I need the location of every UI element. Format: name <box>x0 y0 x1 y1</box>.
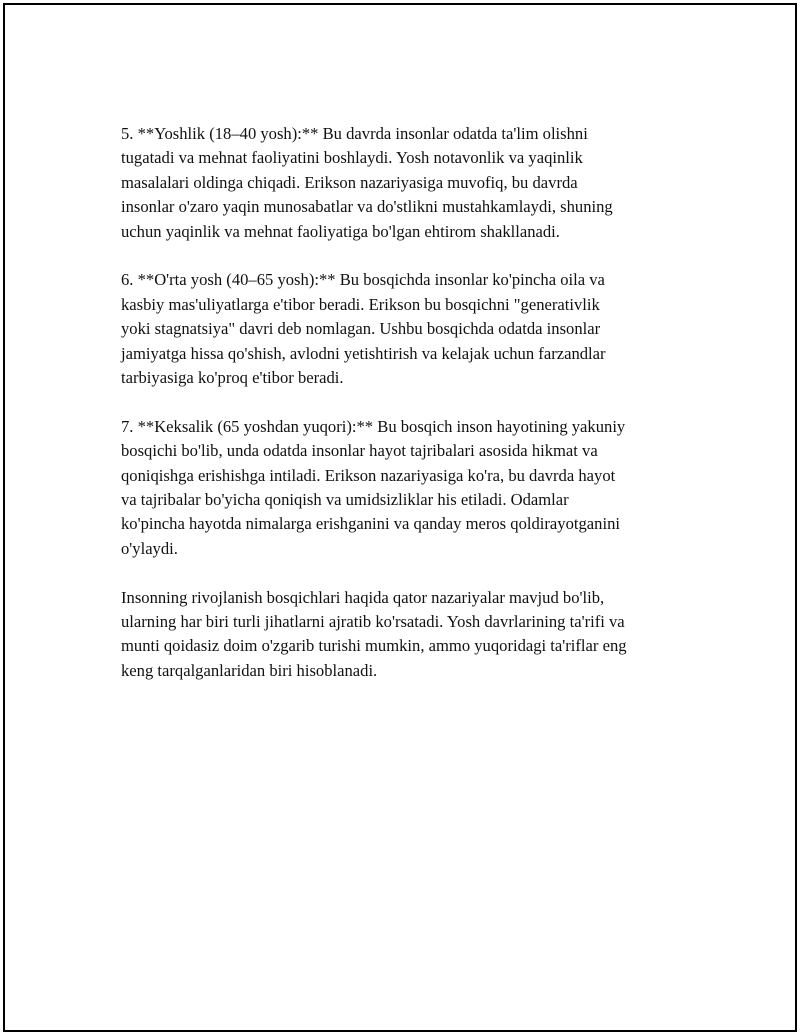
paragraph-old-age: 7. **Keksalik (65 yoshdan yuqori):** Bu bosqich inson hayotining yakuniy bosqichi bo'lib, unda odatda insonlar hayot tajribalari asosida hikmat va qoniqishga erishishga intiladi. Erikson nazariyasiga ko'ra, bu davrda hayot va tajribalar bo'yicha qoniqish va umidsizliklar his etiladi. Odamlar ko'pincha hayotda nimalarga erishganini va qanday meros qoldirayotganini o'ylaydi. <box>121 416 626 558</box>
paragraph-conclusion: Insonning rivojlanish bosqichlari haqida qator nazariyalar mavjud bo'lib, ularning har biri turli jihatlarni ajratib ko'rsatadi. Yosh davrlarining ta'rifi va munti qoidasiz doim o'zgarib turishi mumkin, ammo yuqoridagi ta'riflar eng keng tarqalganlaridan biri hisoblanadi. <box>121 587 627 680</box>
document-page <box>3 3 797 1032</box>
paragraph-youth: 5. **Yoshlik (18–40 yosh):** Bu davrda insonlar odatda ta'lim olishni tugatadi va mehnat faoliyatini boshlaydi. Yosh notavonlik va yaqinlik masalalari oldinga chiqadi. Erikson nazariyasiga muvofiq, bu davrda insonlar o'zaro yaqin munosabatlar va do'stlikni mustahkamlaydi, shuning uchun yaqinlik va mehnat faoliyatiga bo'lgan ehtirom shakllanadi. <box>121 124 613 241</box>
paragraph-middle-age: 6. **O'rta yosh (40–65 yosh):** Bu bosqichda insonlar ko'pincha oila va kasbiy mas'uliyatlarga e'tibor beradi. Erikson bu bosqichni "generativlik yoki stagnatsiya" davri deb nomlagan. Ushbu bosqichda odatda insonlar jamiyatga hissa qo'shish, avlodni yetishtirish va kelajak uchun farzandlar tarbiyasiga ko'proq e'tibor beradi. <box>121 270 606 388</box>
document-body <box>121 122 701 708</box>
